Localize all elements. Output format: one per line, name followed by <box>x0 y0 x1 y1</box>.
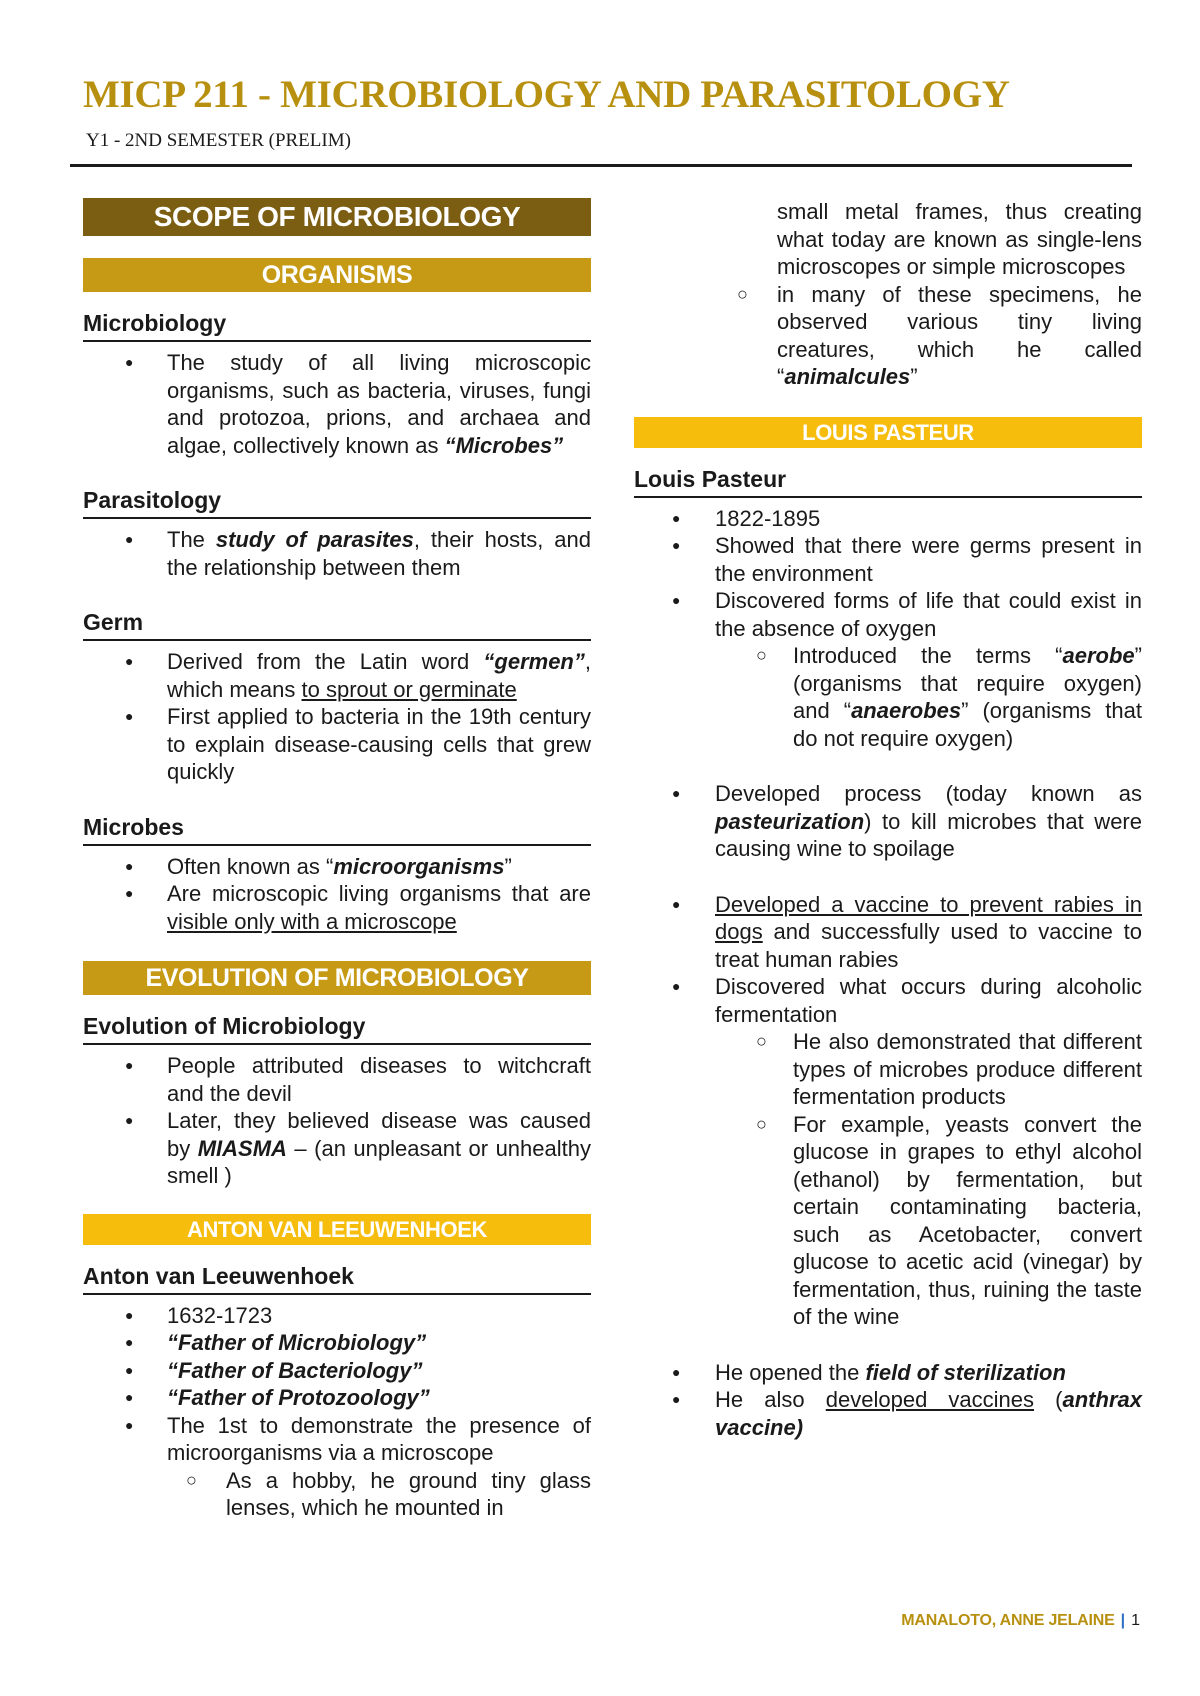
circle-bullet-icon: ○ <box>756 645 767 665</box>
sub-list-continuation: small metal frames, thus creating what today are known as single-lens microscopes or simple microscopes <box>777 199 1142 279</box>
germ-heading: Germ <box>83 607 591 641</box>
pasteur-heading: Louis Pasteur <box>634 464 1142 498</box>
list-item: ● He opened the field of sterilization <box>672 1359 1066 1385</box>
spacer <box>634 752 1142 780</box>
list-item: ● “Father of Bacteriology” <box>125 1357 423 1383</box>
bullet-icon: ● <box>125 354 134 370</box>
pasteur-list-2 <box>634 780 1142 863</box>
bullet-icon: ● <box>125 1057 134 1073</box>
parasitology-heading: Parasitology <box>83 485 591 519</box>
bullet-icon: ● <box>125 1112 134 1128</box>
list-item: ● “Father of Microbiology” <box>125 1330 427 1355</box>
organisms-band: ORGANISMS <box>83 258 591 292</box>
scope-band: SCOPE OF MICROBIOLOGY <box>83 198 591 236</box>
sub-list-item: ○ As a hobby, he ground tiny glass lenses, which he mounted in <box>186 1467 591 1520</box>
left-column <box>83 198 591 1522</box>
evolution-list <box>83 1052 591 1190</box>
document-title: MICP 211 - MICROBIOLOGY AND PARASITOLOGY <box>83 73 1010 116</box>
pasteur-list-3 <box>634 891 1142 1331</box>
author-name: MANALOTO, ANNE JELAINE <box>901 1612 1115 1629</box>
pasteur-band: LOUIS PASTEUR <box>634 417 1142 448</box>
anton-band: ANTON VAN LEEUWENHOEK <box>83 1214 591 1245</box>
spacer <box>634 863 1142 891</box>
bullet-icon: ● <box>125 885 134 901</box>
list-item: ● Often known as “microorganisms” <box>125 853 512 879</box>
bullet-icon: ● <box>125 708 134 724</box>
bullet-icon: ● <box>672 537 681 553</box>
bullet-icon: ● <box>672 785 681 801</box>
header-rule <box>70 164 1132 167</box>
sub-list-item: ○ in many of these specimens, he observed various tiny living creatures, which he called “animalcules” <box>737 281 1142 389</box>
bullet-icon: ● <box>125 1361 134 1378</box>
parasitology-list <box>83 526 591 581</box>
microbiology-heading: Microbiology <box>83 308 591 342</box>
bullet-icon: ● <box>672 1391 681 1407</box>
bullet-icon: ● <box>125 1334 134 1350</box>
list-item: ● Discovered forms of life that could exist in the absence of oxygen <box>672 588 1142 641</box>
germ-list <box>83 648 591 786</box>
bullet-icon: ● <box>125 531 134 547</box>
list-item: ● The 1st to demonstrate the presence of microorganisms via a microscope <box>125 1412 591 1465</box>
list-item: ● Developed a vaccine to prevent rabies in dogs and successfully used to vaccine to treat human rabies <box>672 891 1142 972</box>
list-item: ● Are microscopic living organisms that are visible only with a microscope <box>125 881 591 934</box>
sub-list-item: ○ For example, yeasts convert the glucose in grapes to ethyl alcohol (ethanol) by fermentation, but certain contaminating bacteria, such as Acetobacter, convert glucose to acetic acid (vinegar) by fermentation, thus, ruining the taste of the wine <box>756 1111 1142 1329</box>
list-item: ● Discovered what occurs during alcoholic fermentation <box>672 974 1142 1027</box>
list-item: ● Later, they believed disease was caused by MIASMA – (an unpleasant or unhealthy smell ) <box>125 1108 591 1188</box>
list-item: ● The study of parasites, their hosts, and the relationship between them <box>125 527 592 580</box>
bullet-icon: ● <box>672 1363 681 1380</box>
list-item: ● First applied to bacteria in the 19th century to explain disease-causing cells that grew quickly <box>125 704 591 784</box>
list-item: ● Showed that there were germs present in the environment <box>672 533 1142 586</box>
bullet-icon: ● <box>672 509 681 526</box>
list-item: ● People attributed diseases to witchcraft and the devil <box>125 1053 591 1106</box>
microbes-list <box>83 853 591 936</box>
right-column <box>634 198 1142 1441</box>
list-item: ● Derived from the Latin word “germen”, which means to sprout or germinate <box>125 649 591 702</box>
pasteur-list-4 <box>634 1359 1142 1442</box>
bullet-icon: ● <box>125 857 134 874</box>
circle-bullet-icon: ○ <box>756 1031 767 1051</box>
circle-bullet-icon: ○ <box>756 1113 767 1134</box>
spacer <box>634 1331 1142 1359</box>
list-item: ● The study of all living microscopic organisms, such as bacteria, viruses, fungi and protozoa, prions, and archaea and algae, collectively known as “Microbes” <box>125 350 591 458</box>
page-footer <box>901 1612 1140 1630</box>
microbiology-list <box>83 349 591 459</box>
anton-heading: Anton van Leeuwenhoek <box>83 1261 591 1295</box>
page-number: 1 <box>1131 1612 1140 1629</box>
sub-list-item: ○ Introduced the terms “aerobe” (organisms that require oxygen) and “anaerobes” (organisms that do not require oxygen) <box>756 643 1142 751</box>
sub-list-item: ○ He also demonstrated that different types of microbes produce different fermentation products <box>756 1029 1142 1109</box>
list-item: ● 1632-1723 <box>125 1302 273 1328</box>
anton-list <box>83 1302 591 1522</box>
microbes-heading: Microbes <box>83 812 591 846</box>
pasteur-list <box>634 505 1142 753</box>
bullet-icon: ● <box>125 1389 134 1405</box>
bullet-icon: ● <box>672 895 681 912</box>
evolution-heading: Evolution of Microbiology <box>83 1011 591 1045</box>
bullet-icon: ● <box>125 1306 134 1323</box>
circle-bullet-icon: ○ <box>186 1469 197 1490</box>
bullet-icon: ● <box>672 592 681 608</box>
footer-separator: | <box>1120 1612 1126 1629</box>
bullet-icon: ● <box>125 1416 134 1433</box>
anton-continued-list <box>634 198 1142 391</box>
document-subtitle: Y1 - 2ND SEMESTER (PRELIM) <box>86 130 351 151</box>
list-item: ● “Father of Protozoology” <box>125 1385 430 1410</box>
circle-bullet-icon: ○ <box>737 283 748 304</box>
bullet-icon: ● <box>125 653 134 669</box>
list-item: ● Developed process (today known as pasteurization) to kill microbes that were causing wine to spoilage <box>672 781 1142 861</box>
bullet-icon: ● <box>672 978 681 994</box>
list-item: ● 1822-1895 <box>672 505 821 531</box>
evolution-band: EVOLUTION OF MICROBIOLOGY <box>83 961 591 995</box>
list-item: ● He also developed vaccines (anthrax vaccine) <box>672 1387 1142 1440</box>
